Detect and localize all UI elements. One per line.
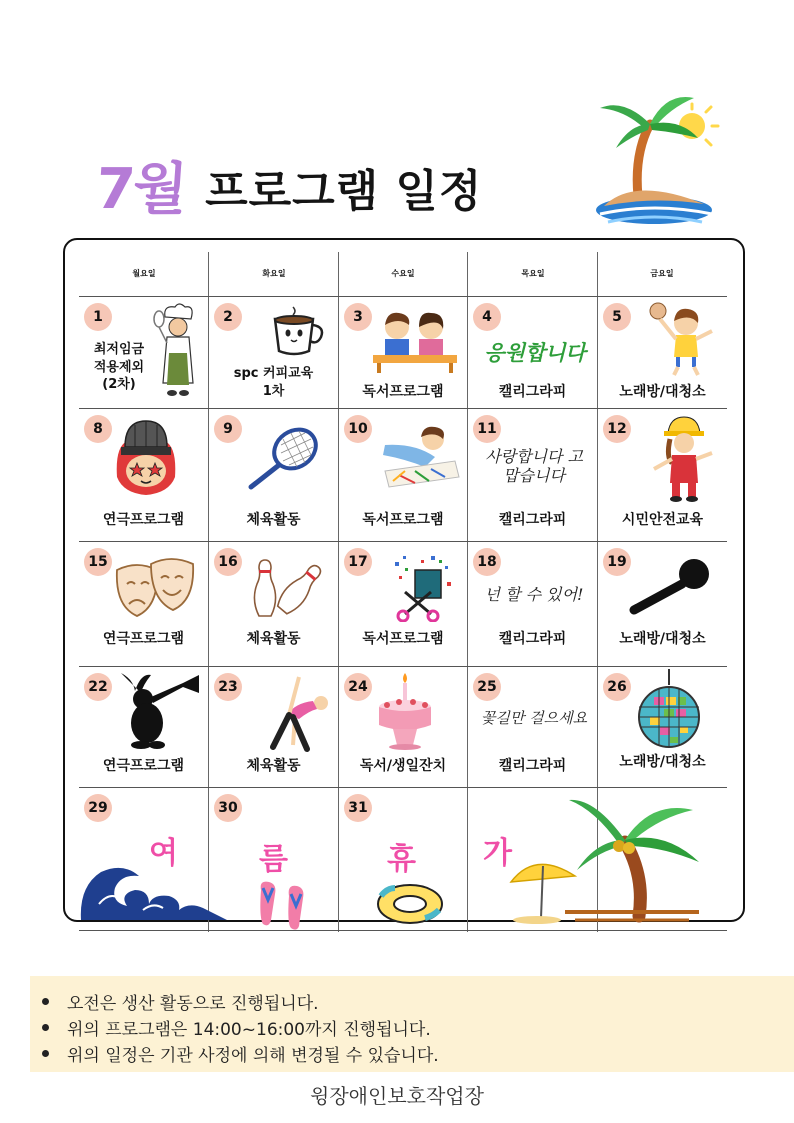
cell-label: 최저임금 적용제외 (2차) xyxy=(93,342,145,393)
note-text: 위의 프로그램은 14:00~16:00까지 진행됩니다. xyxy=(67,1019,431,1040)
notes-box xyxy=(30,976,794,1072)
date-badge: 3 xyxy=(344,303,372,331)
bowling-pins-icon xyxy=(245,556,325,620)
date-badge: 15 xyxy=(84,548,112,576)
cell-label: 독서/생일잔치 xyxy=(359,758,447,774)
calligraphy-love-icon: 사랑합니다 고맙습니다 xyxy=(485,447,583,486)
cell-label: 체육활동 xyxy=(246,512,301,528)
date-badge: 25 xyxy=(473,673,501,701)
date-badge: 31 xyxy=(344,794,372,822)
note-item xyxy=(36,988,794,1014)
date-badge: 18 xyxy=(473,548,501,576)
organization-name: 윙장애인보호작업장 xyxy=(310,1084,484,1108)
note-item xyxy=(36,1014,794,1040)
cell-label: 독서프로그램 xyxy=(362,631,444,647)
calendar-cell xyxy=(79,542,208,666)
title-text: 프로그램 일정 xyxy=(205,166,483,217)
calendar-cell xyxy=(79,297,208,408)
vacation-char: 름 xyxy=(259,842,288,877)
calligraphy-cando-icon: 넌 할 수 있어! xyxy=(484,585,584,604)
theater-masks-icon xyxy=(113,554,197,624)
date-badge: 11 xyxy=(473,415,501,443)
day-header: 목요일 xyxy=(521,269,545,278)
date-badge: 19 xyxy=(603,548,631,576)
vacation-char: 휴 xyxy=(387,842,416,877)
calendar-cell xyxy=(339,297,467,408)
calendar-cell xyxy=(468,409,597,541)
note-text: 오전은 생산 활동으로 진행됩니다. xyxy=(67,993,319,1014)
date-badge: 16 xyxy=(214,548,242,576)
dancing-kid-icon xyxy=(646,301,722,377)
date-badge: 1 xyxy=(84,303,112,331)
birthday-cake-icon xyxy=(373,669,437,753)
calendar-cell xyxy=(209,667,338,787)
calendar-cell xyxy=(468,667,597,787)
vacation-char: 여 xyxy=(149,836,178,871)
title-month: 7월 xyxy=(93,157,188,222)
date-badge: 10 xyxy=(344,415,372,443)
day-header: 월요일 xyxy=(132,269,156,278)
note-text: 위의 일정은 기관 사정에 의해 변경될 수 있습니다. xyxy=(67,1045,439,1066)
calendar-cell xyxy=(339,542,467,666)
cell-label: spc 커피교육 1차 xyxy=(233,366,314,399)
calendar-cell xyxy=(598,667,727,787)
cell-label: 캘리그라피 xyxy=(498,631,567,647)
calendar-cell xyxy=(79,409,208,541)
calendar-cell xyxy=(79,667,208,787)
date-badge: 5 xyxy=(603,303,631,331)
date-badge: 9 xyxy=(214,415,242,443)
day-header: 수요일 xyxy=(391,269,415,278)
calendar-cell xyxy=(209,297,338,408)
wave-icon xyxy=(79,864,229,922)
flip-flops-icon xyxy=(255,880,309,932)
craft-scissors-icon xyxy=(391,552,453,622)
cell-label: 캘리그라피 xyxy=(498,512,567,528)
bullet-icon xyxy=(42,998,49,1005)
cell-label: 노래방/대청소 xyxy=(619,384,706,400)
safety-kid-icon xyxy=(644,413,720,503)
day-header: 금요일 xyxy=(650,269,674,278)
coffee-cup-icon xyxy=(269,305,329,359)
tennis-racket-icon xyxy=(243,425,323,491)
date-badge: 22 xyxy=(84,673,112,701)
page-title xyxy=(93,128,483,222)
cell-label: 연극프로그램 xyxy=(102,512,185,528)
date-badge: 30 xyxy=(214,794,242,822)
cell-label: 시민안전교육 xyxy=(621,512,704,528)
swim-ring-icon xyxy=(375,882,445,926)
drawing-kid-icon xyxy=(375,423,463,493)
grid-line xyxy=(79,930,727,931)
date-badge: 24 xyxy=(344,673,372,701)
cell-label: 캘리그라피 xyxy=(498,384,567,400)
palm-island-icon xyxy=(594,84,724,234)
date-badge: 29 xyxy=(84,794,112,822)
cell-label: 노래방/대청소 xyxy=(619,631,706,647)
chef-icon xyxy=(153,303,203,399)
date-badge: 8 xyxy=(84,415,112,443)
calligraphy-flower-icon: 꽃길만 걸으세요 xyxy=(480,709,588,727)
date-badge: 17 xyxy=(344,548,372,576)
actor-mask-icon xyxy=(113,417,179,499)
cell-label: 체육활동 xyxy=(246,758,301,774)
disco-ball-icon xyxy=(636,669,702,749)
calendar-cell xyxy=(598,297,727,408)
microphone-icon xyxy=(628,556,712,616)
date-badge: 23 xyxy=(214,673,242,701)
day-header: 화요일 xyxy=(262,269,286,278)
cell-label: 독서프로그램 xyxy=(362,384,444,400)
cell-label: 독서프로그램 xyxy=(362,512,444,528)
yoga-woman-icon xyxy=(249,671,331,753)
calendar-cell xyxy=(209,409,338,541)
bullet-icon xyxy=(42,1050,49,1057)
cell-label: 캘리그라피 xyxy=(498,758,567,774)
vacation-char: 가 xyxy=(483,836,512,871)
date-badge: 26 xyxy=(603,673,631,701)
cell-label: 노래방/대청소 xyxy=(619,754,706,770)
calendar-grid xyxy=(79,252,727,932)
cell-label: 연극프로그램 xyxy=(102,631,185,647)
calendar-cell xyxy=(598,409,727,541)
calendar-cell xyxy=(598,542,727,666)
calendar-cell xyxy=(468,542,597,666)
date-badge: 4 xyxy=(473,303,501,331)
calligraphy-cheer-icon: 응원합니다 xyxy=(484,340,586,365)
date-badge: 12 xyxy=(603,415,631,443)
palm-tree-icon xyxy=(565,790,705,924)
reading-kids-icon xyxy=(369,307,459,375)
cell-label: 체육활동 xyxy=(246,631,301,647)
calendar-cell xyxy=(339,409,467,541)
note-item xyxy=(36,1040,794,1066)
date-badge: 2 xyxy=(214,303,242,331)
calendar-cell xyxy=(339,667,467,787)
calendar-cell xyxy=(209,542,338,666)
calendar-cell xyxy=(468,297,597,408)
bullet-icon xyxy=(42,1024,49,1031)
cell-label: 연극프로그램 xyxy=(102,758,185,774)
rabbit-trumpet-icon xyxy=(113,671,203,751)
